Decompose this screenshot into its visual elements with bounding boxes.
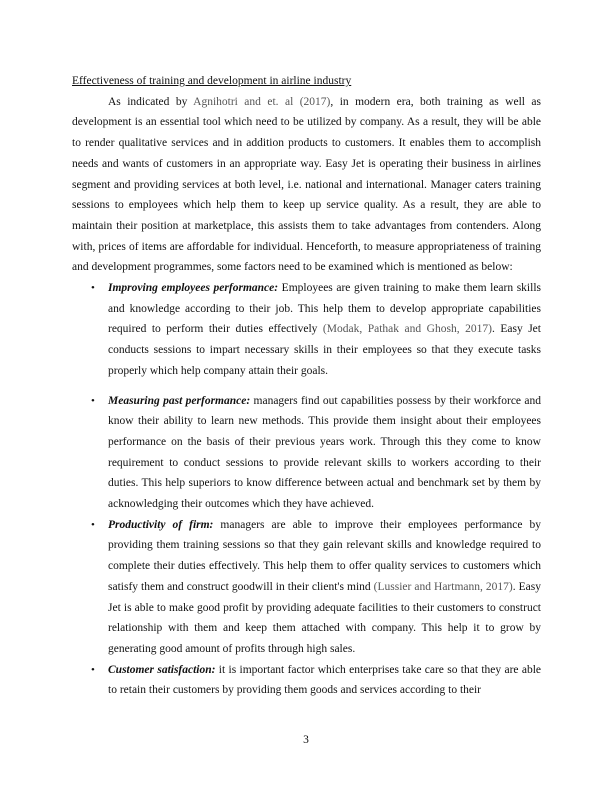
list-item-title: Improving employees performance: bbox=[108, 282, 279, 295]
list-item-past-performance bbox=[91, 391, 541, 515]
list-item-title: Customer satisfaction: bbox=[108, 663, 216, 676]
list-item-citation: (Modak, Pathak and Ghosh, 2017) bbox=[322, 323, 492, 336]
factor-list bbox=[72, 278, 541, 701]
list-item-text-end: . Easy Jet conducts sessions to impart necessary skills in their employees so that they execute tasks properly which help company attain their goals. bbox=[108, 323, 541, 377]
list-item-customer-satisfaction bbox=[91, 660, 541, 701]
list-item-improving-performance bbox=[91, 278, 541, 382]
list-item-text: Employees are given training to make them learn skills and knowledge according to their job. This help them to develop appropriate capabilities required to perform their duties effectively bbox=[108, 282, 541, 336]
bullet-icon: • bbox=[91, 518, 95, 531]
page-body bbox=[72, 71, 541, 701]
list-item-text: managers find out capabilities possess by their workforce and know their ability to learn new methods. This provide them insight about their employees performance on the basis of their previous years work. Through this they come to know requirement to conduct sessions to provide relevant skills to workers according to their duties. This help superiors to know difference between actual and benchmark set by them by acknowledging their outcomes which they have achieved. bbox=[108, 394, 541, 511]
list-item-title: Measuring past performance: bbox=[108, 394, 251, 407]
intro-text-start: As indicated by bbox=[108, 95, 194, 108]
intro-citation: Agnihotri and et. al (2017) bbox=[193, 95, 331, 108]
intro-text-rest: , in modern era, both training as well as development is an essential tool which need to be utilized by company. As a result, they will be able to render qualitative services and in addition products to customers. It enables them to accomplish needs and wants of customers in an appropriate way. Easy Jet is operating their business in airlines segment and providing services at both level, i.e. national and international. Manager caters training sessions to employees which help them to keep up service quality. As a result, they are able to maintain their position at marketplace, this assists them to take advantages from contenders. Along with, prices of items are affordable for individual. Henceforth, to measure appropriateness of training and development programmes, some factors need to be examined which is mentioned as below: bbox=[72, 95, 541, 274]
list-item-citation: (Lussier and Hartmann, 2017) bbox=[373, 580, 513, 593]
list-item-title: Productivity of firm: bbox=[108, 518, 214, 531]
list-item-productivity bbox=[91, 515, 542, 660]
bullet-icon: • bbox=[91, 663, 95, 676]
intro-paragraph bbox=[72, 92, 541, 278]
list-item-text-end: . Easy Jet is able to make good profit by providing adequate facilities to their customers to construct relationship with them and keep them attached with company. This help it to grow by generating good amount of profits through high sales. bbox=[108, 580, 541, 655]
page-number: 3 bbox=[303, 734, 309, 746]
list-item-text: managers are able to improve their employees performance by providing them training sessions so that they gain relevant skills and knowledge required to complete their duties effectively. This help them to offer quality services to customers which satisfy them and construct goodwill in their client's mind bbox=[108, 518, 542, 593]
list-item-text: it is important factor which enterprises take care so that they are able to retain their customers by providing them goods and services according to their bbox=[108, 663, 541, 697]
section-heading: Effectiveness of training and development in airline industry bbox=[72, 75, 352, 87]
bullet-icon: • bbox=[91, 394, 95, 407]
bullet-icon: • bbox=[91, 282, 95, 295]
